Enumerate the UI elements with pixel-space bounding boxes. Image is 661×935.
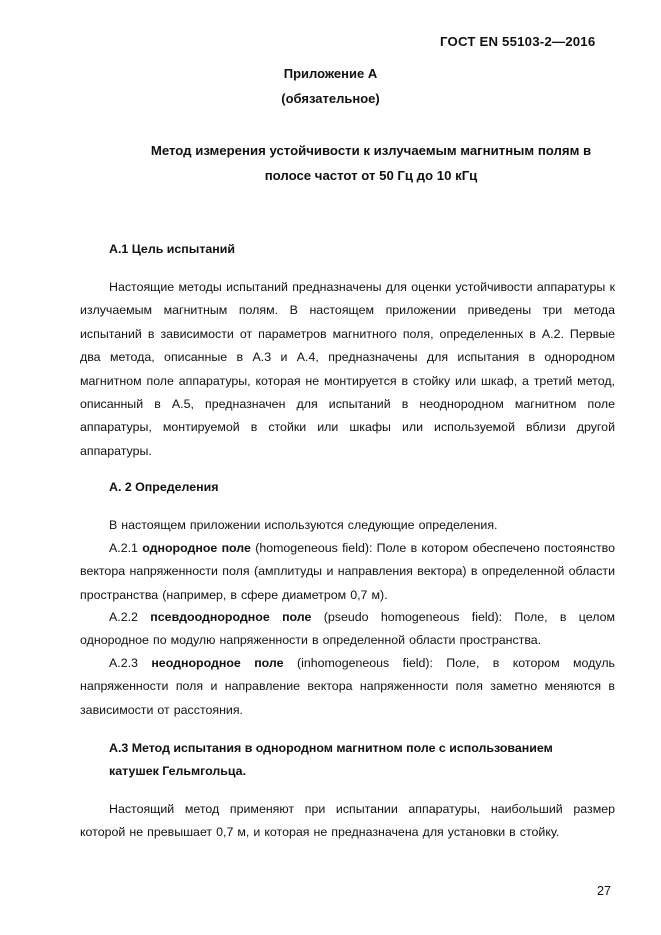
definition-term: однородное поле <box>142 541 251 555</box>
appendix-label: Приложение А <box>283 66 378 81</box>
section-a2-intro: В настоящем приложении используются следующие определения. <box>109 518 498 532</box>
section-a3-heading-line1: А.3 Метод испытания в однородном магнитном поле с использованием <box>109 741 553 755</box>
definition-number: А.2.2 <box>109 610 138 624</box>
section-a3-heading-line2: катушек Гельмгольца. <box>109 764 247 778</box>
appendix-title-line2: полосе частот от 50 Гц до 10 кГц <box>264 168 478 183</box>
section-a2-heading: А. 2 Определения <box>109 480 219 494</box>
page-number: 27 <box>597 884 612 898</box>
definition-term: неоднородное поле <box>151 656 284 670</box>
definition-a2-1 <box>80 537 615 607</box>
standard-code: ГОСТ EN 55103-2—2016 <box>440 34 596 49</box>
definition-number: А.2.3 <box>109 656 138 670</box>
appendix-status: (обязательное) <box>281 91 380 106</box>
section-a1-paragraph: Настоящие методы испытаний предназначены для оценки устойчивости аппаратуры к излучаемым магнитным полям. В настоящем приложении приведены три метода испытаний в зависимости от параметров магнитного поля, определенных в А.2. Первые два метода, описанные в А.3 и А.4, предназначены для испытания в однородном магнитном поле аппаратуры, которая не монтируется в стойку или шкаф, а третий метод, описанный в А.5, предназначен для испытаний в неоднородном магнитном поле аппаратуры, монтируемой в стойки или шкафы или используемой вблизи другой аппаратуры. <box>80 280 615 458</box>
appendix-title-line1: Метод измерения устойчивости к излучаемым магнитным полям в <box>150 143 592 158</box>
section-a3-paragraph: Настоящий метод применяют при испытании аппаратуры, наибольший размер которой не превышает 0,7 м, и которая не предназначена для установки в стойку. <box>80 802 615 840</box>
definition-text: (homogeneous field): Поле в котором обеспечено постоянство вектора напряженности поля (амплитуды и направления вектора) в определенной области пространства (например, в сфере диаметром 0,7 м). <box>80 541 616 602</box>
definition-term: псевдооднородное поле <box>150 610 312 624</box>
definition-text: (pseudo homogeneous field): Поле, в целом однородное по модулю напряженности в определенной области пространства. <box>80 610 616 648</box>
definition-a2-2 <box>80 606 615 653</box>
definition-number: А.2.1 <box>109 541 138 555</box>
definition-text: (inhomogeneous field): Поле, в котором модуль напряженности поля и направление вектора напряженности поля заметно меняются в зависимости от расстояния. <box>80 656 616 717</box>
definition-a2-3 <box>80 652 615 722</box>
section-a1-heading: А.1 Цель испытаний <box>109 242 235 256</box>
